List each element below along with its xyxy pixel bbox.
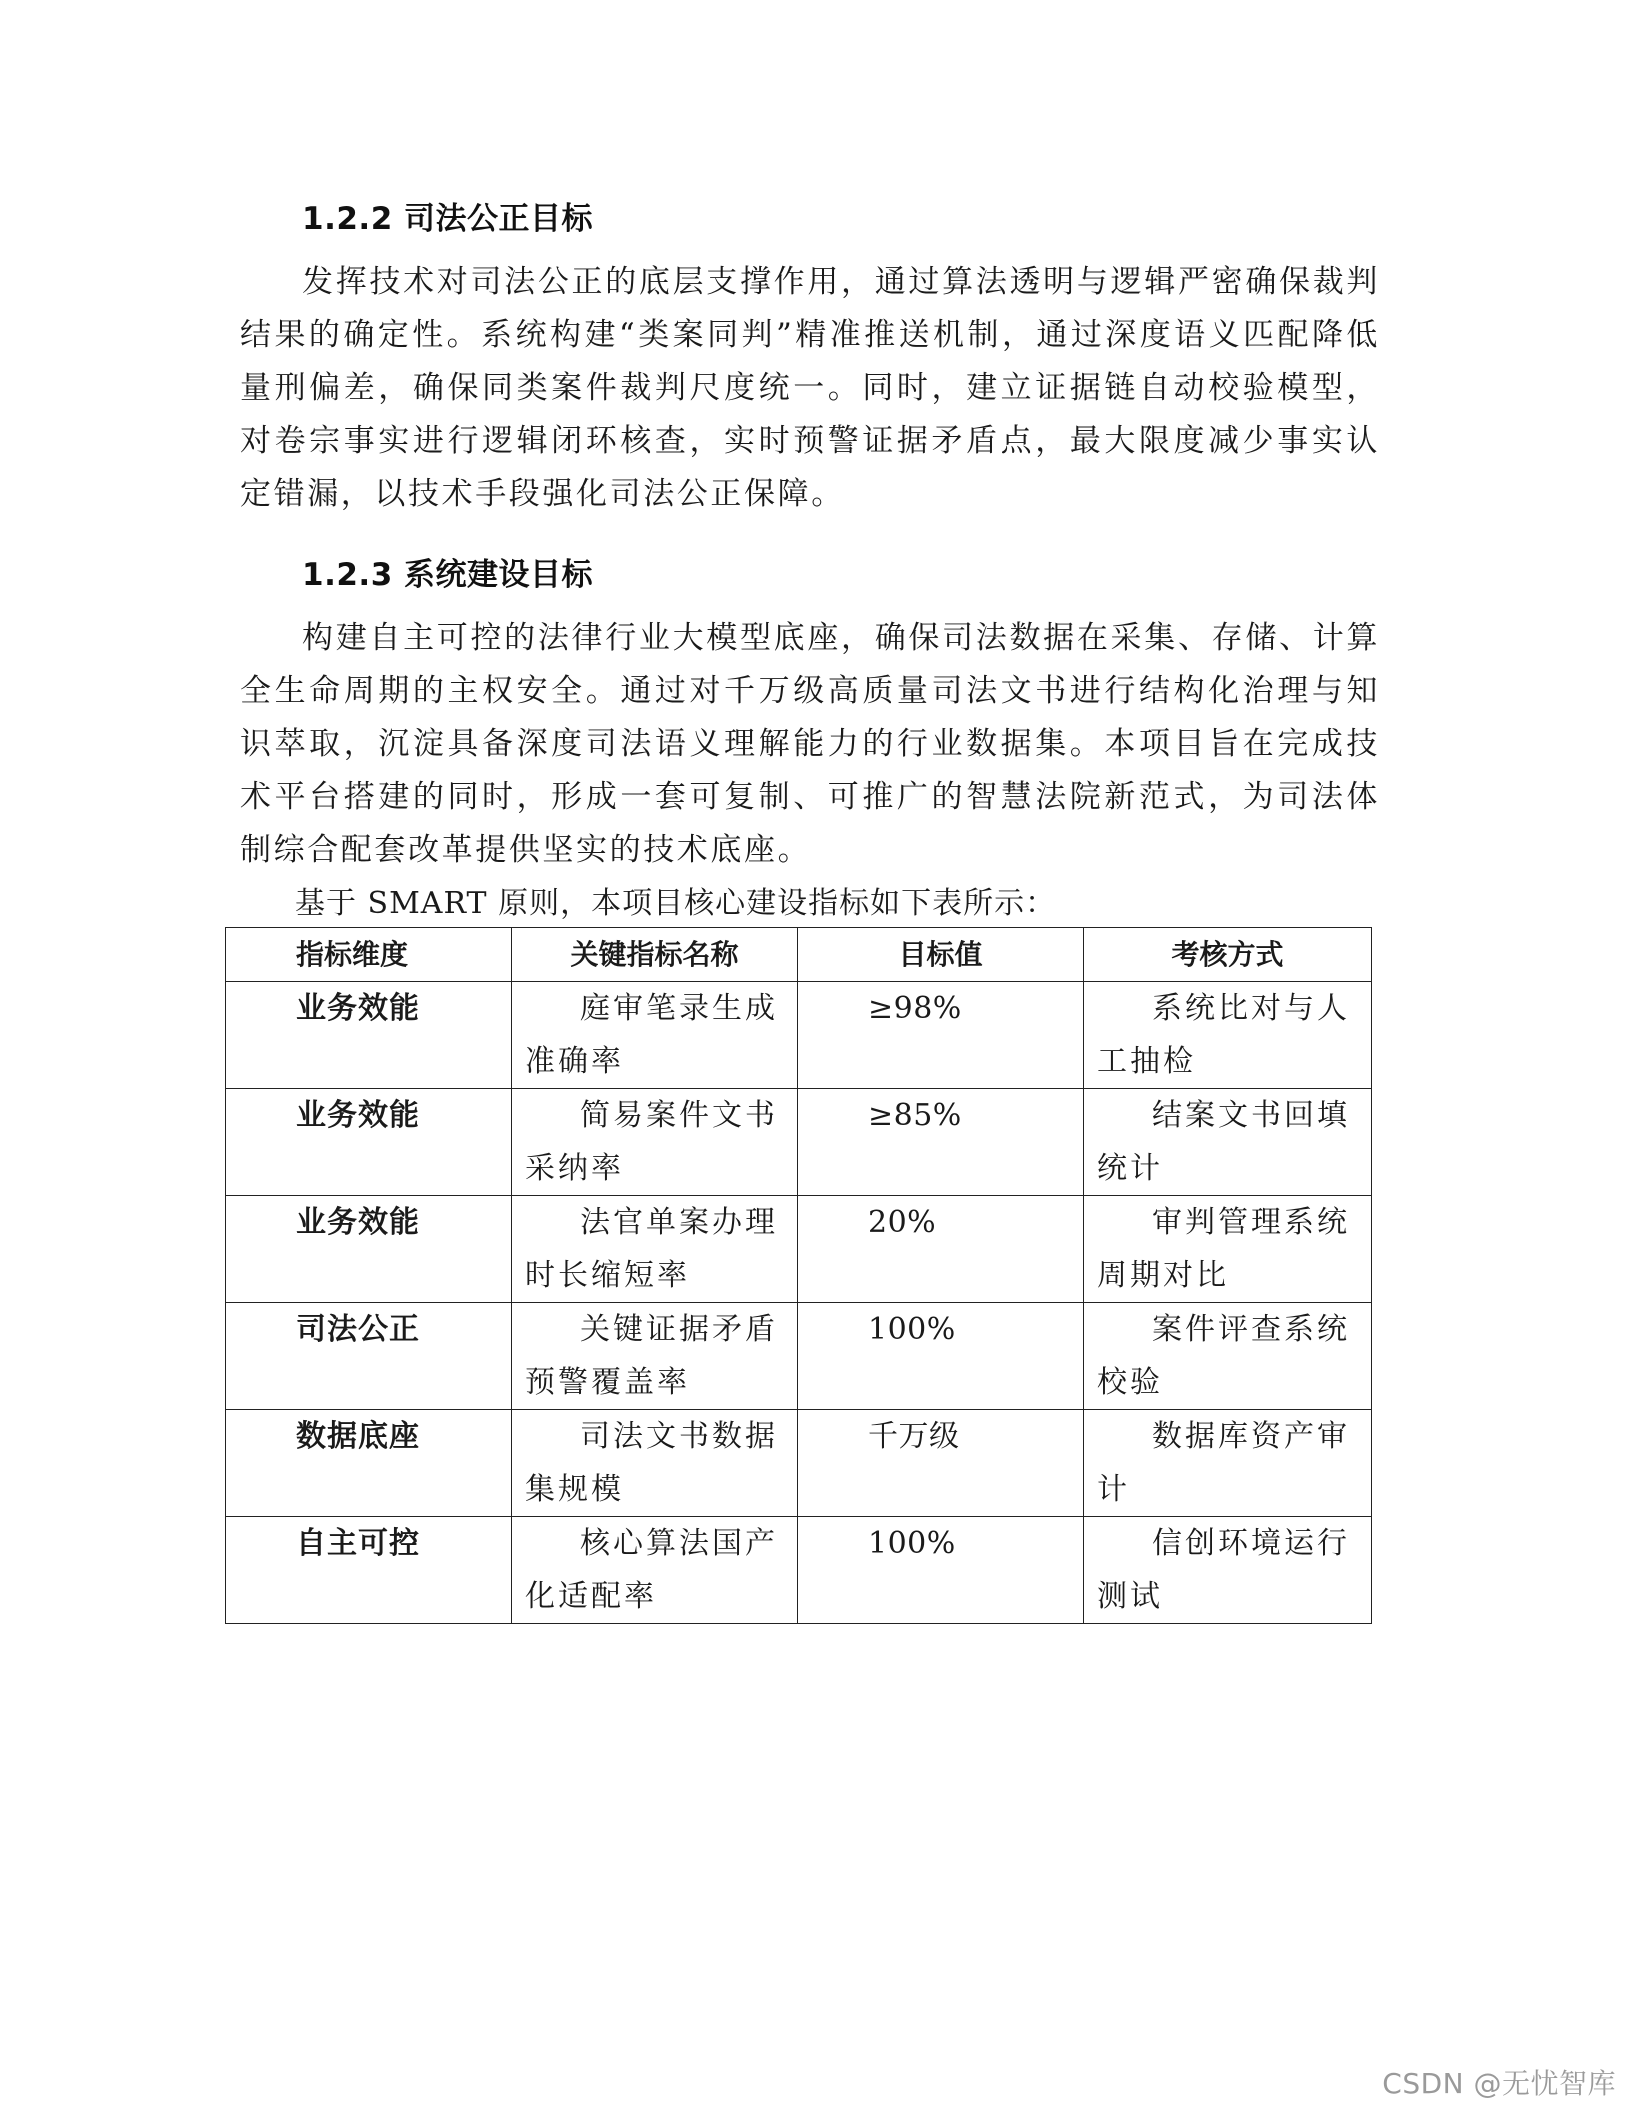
cell-method: 结案文书回填统计 xyxy=(1084,1089,1372,1196)
table-intro: 基于 SMART 原则，本项目核心建设指标如下表所示： xyxy=(295,886,1057,921)
cell-name: 核心算法国产化适配率 xyxy=(512,1517,798,1624)
cell-target: ≥98% xyxy=(798,982,1084,1089)
header-target: 目标值 xyxy=(798,928,1084,982)
cell-dimension: 司法公正 xyxy=(226,1303,512,1410)
cell-name: 简易案件文书采纳率 xyxy=(512,1089,798,1196)
header-dimension: 指标维度 xyxy=(226,928,512,982)
cell-method: 案件评查系统校验 xyxy=(1084,1303,1372,1410)
section-heading-1-2-3: 1.2.3 系统建设目标 xyxy=(302,557,594,593)
table-header-row xyxy=(226,928,1372,982)
cell-method: 审判管理系统周期对比 xyxy=(1084,1196,1372,1303)
csdn-watermark: CSDN @无忧智库 xyxy=(1382,2067,1616,2100)
cell-name: 庭审笔录生成准确率 xyxy=(512,982,798,1089)
cell-target: 100% xyxy=(798,1517,1084,1624)
header-name: 关键指标名称 xyxy=(512,928,798,982)
cell-method: 数据库资产审计 xyxy=(1084,1410,1372,1517)
section-paragraph-1-2-3: 构建自主可控的法律行业大模型底座，确保司法数据在采集、存储、计算全生命周期的主权安全。通过对千万级高质量司法文书进行结构化治理与知识萃取，沉淀具备深度司法语义理解能力的行业数据集。本项目旨在完成技术平台搭建的同时，形成一套可复制、可推广的智慧法院新范式，为司法体制综合配套改革提供坚实的技术底座。 xyxy=(240,620,1380,868)
section-heading-1-2-2: 1.2.2 司法公正目标 xyxy=(302,201,594,237)
cell-name: 关键证据矛盾预警覆盖率 xyxy=(512,1303,798,1410)
table-row xyxy=(226,1196,1372,1303)
cell-target: 20% xyxy=(798,1196,1084,1303)
cell-target: 100% xyxy=(798,1303,1084,1410)
table-row xyxy=(226,1089,1372,1196)
cell-dimension: 业务效能 xyxy=(226,1089,512,1196)
table-row xyxy=(226,1410,1372,1517)
table-row xyxy=(226,1303,1372,1410)
cell-name: 法官单案办理时长缩短率 xyxy=(512,1196,798,1303)
header-method: 考核方式 xyxy=(1084,928,1372,982)
table-row xyxy=(226,982,1372,1089)
cell-target: ≥85% xyxy=(798,1089,1084,1196)
cell-method: 系统比对与人工抽检 xyxy=(1084,982,1372,1089)
section-paragraph-1-2-2: 发挥技术对司法公正的底层支撑作用，通过算法透明与逻辑严密确保裁判结果的确定性。系统构建“类案同判”精准推送机制，通过深度语义匹配降低量刑偏差，确保同类案件裁判尺度统一。同时，建立证据链自动校验模型，对卷宗事实进行逻辑闭环核查，实时预警证据矛盾点，最大限度减少事实认定错漏，以技术手段强化司法公正保障。 xyxy=(240,264,1380,512)
table-row xyxy=(226,1517,1372,1624)
cell-dimension: 业务效能 xyxy=(226,982,512,1089)
metrics-table xyxy=(225,927,1372,1624)
cell-method: 信创环境运行测试 xyxy=(1084,1517,1372,1624)
cell-target: 千万级 xyxy=(798,1410,1084,1517)
cell-dimension: 自主可控 xyxy=(226,1517,512,1624)
cell-name: 司法文书数据集规模 xyxy=(512,1410,798,1517)
cell-dimension: 数据底座 xyxy=(226,1410,512,1517)
cell-dimension: 业务效能 xyxy=(226,1196,512,1303)
